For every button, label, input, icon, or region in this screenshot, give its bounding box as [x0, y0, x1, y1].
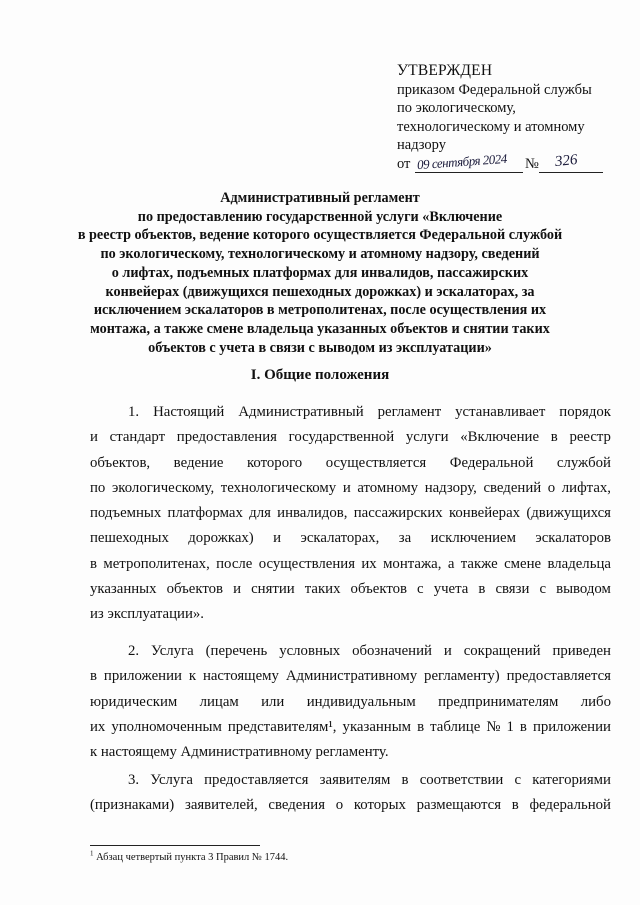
word: к — [188, 668, 197, 685]
word: приложении — [532, 718, 611, 735]
word: условных — [279, 643, 341, 659]
title-line: монтажа, а также смене владельца указанных объектов и снятии таких — [90, 320, 550, 337]
approval-line-4: надзору — [397, 137, 446, 153]
word: осуществления — [258, 555, 356, 572]
word: эскалаторах, — [300, 530, 380, 547]
word: реестр — [569, 429, 611, 446]
word: которого — [246, 454, 303, 471]
word: категориями — [532, 772, 611, 788]
word: стандарт — [109, 429, 166, 446]
word: в — [401, 772, 409, 788]
word: смене — [504, 555, 542, 572]
approval-line-3: технологическому и атомному — [397, 118, 585, 135]
word: таблице — [430, 718, 481, 735]
word: объектов — [166, 581, 224, 598]
word: регламент — [377, 404, 442, 420]
title-line: объектов с учета в связи с выводом из эксплуатации» — [148, 339, 492, 356]
word: предпринимателям — [438, 693, 559, 710]
word: или — [261, 693, 285, 710]
word: службой — [556, 454, 611, 471]
word: после — [216, 555, 253, 572]
word: также — [460, 555, 498, 572]
word: заявителей, — [184, 797, 258, 814]
word: связи — [495, 581, 530, 598]
word: о — [335, 797, 344, 814]
word: их — [361, 555, 377, 572]
word: ведение — [173, 454, 224, 471]
paragraph-line — [90, 740, 611, 765]
word: Административный — [238, 404, 364, 420]
word: 3. — [128, 772, 140, 788]
word: к настоящему Административному регламенту. — [90, 744, 389, 761]
word: монтажа, — [383, 555, 442, 572]
word: технологическому — [220, 479, 337, 496]
word: из эксплуатации». — [90, 606, 204, 623]
word: порядок — [559, 404, 611, 420]
word: сведений — [483, 479, 542, 496]
approval-title: УТВЕРЖДЕН — [397, 62, 493, 79]
word: исключением — [430, 530, 516, 547]
word: в — [90, 555, 97, 572]
word: учета — [433, 581, 469, 598]
section-heading: I. Общие положения — [250, 367, 390, 383]
word: регламенту) — [424, 668, 500, 685]
word: Услуга — [151, 643, 194, 659]
word: федеральной — [529, 797, 611, 814]
word: таких — [304, 581, 341, 598]
word: конвейерах — [448, 505, 521, 522]
word: метрополитенах, — [103, 555, 210, 572]
word: лифтах, — [561, 479, 611, 496]
title-line: о лифтах, подъемных платформах для инвалидов, пассажирских — [111, 264, 529, 281]
word: предоставления — [176, 429, 277, 446]
title-line: Административный регламент — [220, 190, 420, 206]
word: атомному — [357, 479, 419, 496]
paragraph-1 — [90, 400, 611, 628]
title-line: конвейерах (движущихся пешеходных дорожках) и эскалаторах, за — [105, 283, 535, 300]
word: индивидуальным — [306, 693, 416, 710]
paragraph-line — [90, 664, 611, 689]
approval-stamp — [397, 62, 617, 175]
word: пешеходных — [90, 530, 169, 547]
word: Административному — [285, 668, 418, 685]
title-line: исключением эскалаторов в метрополитенах, после осуществления их — [93, 302, 547, 319]
word: владельца — [547, 555, 611, 572]
word: в — [90, 668, 97, 685]
paragraph-line — [90, 690, 611, 715]
word: дорожках) — [188, 530, 254, 547]
word: о — [547, 479, 556, 496]
paragraph-line — [90, 451, 611, 476]
word: в — [417, 718, 425, 735]
word: в — [519, 718, 527, 735]
word: инвалидов, — [277, 505, 348, 522]
word: а — [447, 555, 455, 572]
word: и — [342, 479, 351, 496]
paragraph-line — [90, 639, 611, 664]
paragraph-line — [90, 715, 611, 740]
word: подъемных — [90, 505, 162, 522]
approval-date-line — [397, 150, 617, 175]
word: по — [90, 479, 106, 496]
word: с — [417, 581, 424, 598]
word: лицам — [199, 693, 239, 710]
paragraph-line — [90, 425, 611, 450]
word: платформах — [167, 505, 243, 522]
word: эскалаторов — [535, 530, 611, 547]
word: предоставляется — [204, 772, 309, 788]
word: (движущихся — [526, 505, 611, 522]
handwritten-date: 09 сентября 2024 — [416, 150, 508, 172]
regulation-title — [70, 189, 570, 357]
footnote — [90, 849, 289, 863]
footnote-separator — [90, 845, 260, 846]
word: которых — [353, 797, 406, 814]
word: сокращений — [463, 643, 541, 659]
word: осуществляется — [325, 454, 427, 471]
paragraph-3 — [90, 768, 611, 819]
word: в — [511, 797, 519, 814]
word: и — [273, 530, 282, 547]
word: устанавливает — [455, 404, 546, 420]
word: и — [90, 429, 98, 446]
word: (перечень — [205, 643, 268, 659]
word: юридическим — [90, 693, 178, 710]
paragraph-2 — [90, 639, 611, 765]
word: либо — [580, 693, 611, 710]
word: снятии — [251, 581, 295, 598]
word: предоставляется — [506, 668, 611, 685]
paragraph-line — [90, 768, 611, 793]
word: 1. — [128, 404, 140, 420]
word: № — [486, 718, 501, 735]
word: 2. — [128, 643, 140, 659]
approval-line-2: по экологическому, — [397, 100, 516, 116]
word: экологическому, — [111, 479, 215, 496]
word: настоящему — [202, 668, 279, 685]
word: надзору, — [424, 479, 477, 496]
word: уполномоченным — [111, 718, 222, 735]
word: 1 — [506, 718, 514, 735]
approval-line-1: приказом Федеральной службы — [397, 81, 592, 98]
title-line: в реестр объектов, ведение которого осуществляется Федеральной службой — [77, 227, 563, 244]
word: Услуга — [150, 772, 193, 788]
word: за — [398, 530, 412, 547]
paragraph-line — [90, 400, 611, 425]
word: указанным — [342, 718, 412, 735]
paragraph-line — [90, 476, 611, 501]
word: в — [478, 581, 486, 598]
paragraph-line — [90, 526, 611, 551]
word: для — [249, 505, 271, 522]
word: сведения — [268, 797, 326, 814]
word: выводом — [556, 581, 611, 598]
word: пассажирских — [353, 505, 443, 522]
word: размещаются — [416, 797, 502, 814]
word: заявителям — [319, 772, 391, 788]
title-line: по экологическому, технологическому и атомному надзору, сведений — [100, 246, 540, 263]
paragraph-line — [90, 552, 611, 577]
word: указанных — [90, 581, 157, 598]
word: объектов — [350, 581, 407, 598]
word: приведен — [552, 643, 611, 659]
word: Настоящий — [153, 404, 225, 420]
word: и — [443, 643, 452, 659]
word: объектов, — [90, 454, 151, 471]
paragraph-line — [90, 577, 611, 602]
footnote-text: Абзац четвертый пункта 3 Правил № 1744. — [96, 852, 289, 863]
word: и — [233, 581, 242, 598]
word: (признаками) — [90, 797, 175, 814]
word: приложении — [103, 668, 182, 685]
word: их — [90, 718, 106, 735]
word: представителям¹, — [227, 718, 337, 735]
paragraph-line — [90, 602, 611, 627]
word: «Включение — [460, 429, 540, 446]
paragraph-line — [90, 793, 611, 818]
word: в — [550, 429, 558, 446]
word: Федеральной — [449, 454, 534, 471]
handwritten-number: 326 — [554, 151, 579, 170]
number-sign: № — [525, 155, 539, 172]
number-underline — [539, 172, 603, 173]
footnote-marker: 1 — [90, 849, 94, 858]
paragraph-line — [90, 501, 611, 526]
word: государственной — [288, 429, 395, 446]
title-line: по предоставлению государственной услуги «Включение — [137, 208, 503, 225]
word: с — [539, 581, 547, 598]
date-prefix: от — [397, 155, 411, 172]
word: услуги — [405, 429, 449, 446]
word: соответствии — [419, 772, 504, 788]
word: обозначений — [352, 643, 432, 659]
word: с — [514, 772, 522, 788]
